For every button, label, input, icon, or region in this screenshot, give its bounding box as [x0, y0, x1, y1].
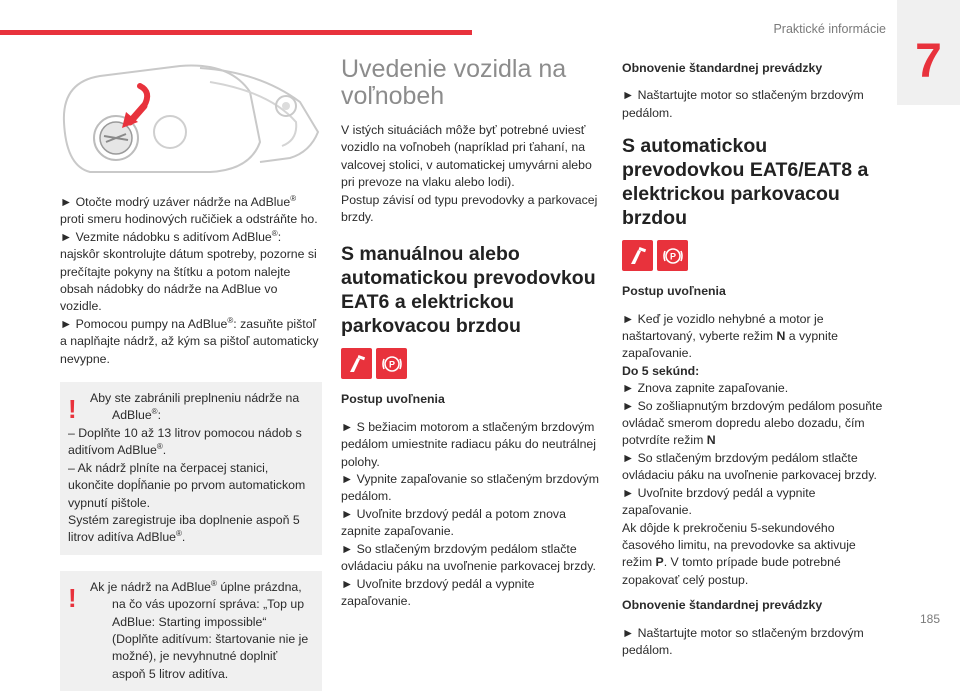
- procedure-step: ► Vypnite zapaľovanie so stlačeným brzdovým pedálom.: [341, 472, 599, 504]
- procedure-step: ► Uvoľnite brzdový pedál a potom znova zapnite zapaľovanie.: [341, 506, 566, 539]
- header-accent-bar: [0, 30, 472, 35]
- section-heading-freewheel: Uvedenie vozidla na voľnobeh: [341, 55, 567, 110]
- svg-text:P: P: [388, 359, 395, 370]
- parking-brake-icon: [376, 348, 407, 379]
- right-column: [622, 56, 884, 667]
- mode-icons: [341, 348, 603, 379]
- intro-text-2: Postup závisí od typu prevodovky a parkovacej brzdy.: [341, 192, 598, 225]
- restore-title: Obnovenie štandardnej prevádzky: [622, 61, 823, 75]
- timeout-note: Ak dôjde k prekročeniu 5-sekundového časového limitu, na prevodovke sa aktivuje režim P. V tomto prípade bude potrebné zopakovať celý postup.: [622, 520, 856, 587]
- brake-pedal-icon: [622, 240, 653, 271]
- procedure-step: ► Keď je vozidlo nehybné a motor je naštartovaný, vyberte režim N a vypnite zapaľovanie.: [622, 311, 838, 361]
- heading-manual-eat6: S manuálnou alebo automatickou prevodovkou EAT6 a elektrickou parkovacou brzdou: [341, 243, 596, 338]
- warning-box-empty-tank: ! Ak je nádrž na AdBlue® úplne prázdna, na čo vás upozorní správa: „Top up AdBlue: Starting impossible“ (Doplňte aditívum: štartovanie nie je možné), je nevyhnutné doplniť aspoň 5 litrov aditíva.: [60, 571, 322, 691]
- procedure-step: ► Znova zapnite zapaľovanie.: [622, 381, 789, 396]
- heading-automatic-eat8: S automatickou prevodovkou EAT6/EAT8 a elektrickou parkovacou brzdou: [622, 135, 869, 230]
- parking-brake-icon: [657, 240, 688, 271]
- svg-text:P: P: [669, 251, 676, 262]
- within-5-seconds: Do 5 sekúnd:: [622, 363, 700, 378]
- warning-box-overfill: ! Aby ste zabránili preplneniu nádrže na AdBlue®: – Doplňte 10 až 13 litrov pomocou nádob s aditívom AdBlue®. – Ak nádrž plníte na čerpacej stanici, ukončite dopĺňanie po prvom automatickom vypnutí pištole. Systém zaregistruje iba doplnenie aspoň 5 litrov aditíva AdBlue®.: [60, 382, 322, 555]
- step-remove-cap: ► Otočte modrý uzáver nádrže na AdBlue® proti smeru hodinových ručičiek a odstráňte ho.: [60, 193, 318, 227]
- procedure-step: ► Uvoľnite brzdový pedál a vypnite zapaľovanie.: [341, 576, 535, 608]
- procedure-step: ► So stlačeným brzdovým pedálom stlačte ovládaciu páku na uvoľnenie parkovacej brzdy.: [622, 450, 877, 483]
- procedure-step: ► Uvoľnite brzdový pedál a vypnite zapaľovanie.: [622, 485, 816, 518]
- left-column: [60, 194, 322, 691]
- procedure-title: Postup uvoľnenia: [341, 392, 445, 407]
- intro-text: V istých situáciách môže byť potrebné uviesť vozidlo na voľnobeh (napríklad pri ťahaní, na valcovej stolici, v automatickej umyvárni alebo pri prevoze na vlaku alebo lodi).: [341, 123, 592, 190]
- warning-icon: !: [68, 582, 77, 613]
- brake-pedal-icon: [341, 348, 372, 379]
- step-pour-container: ► Vezmite nádobku s aditívom AdBlue®: najskôr skontrolujte dátum spotreby, pozorne si prečítajte pokyny na štítku a potom nalejte obsah nádobky do nádrže na AdBlue vo vozidle.: [60, 228, 317, 314]
- step-use-pump: ► Pomocou pumpy na AdBlue®: zasuňte pištoľ a naplňajte nádrž, až kým sa pištoľ automaticky nevypne.: [60, 315, 319, 366]
- restore-step: ► Naštartujte motor so stlačeným brzdovým pedálom.: [622, 88, 864, 120]
- section-title: Praktické informácie: [773, 22, 886, 36]
- page-number: 185: [919, 612, 940, 626]
- fuel-cap-illustration: [60, 62, 322, 174]
- procedure-step: ► S bežiacim motorom a stlačeným brzdovým pedálom umiestnite radiacu páku do neutrálnej polohy.: [341, 419, 596, 469]
- procedure-step: ► So zošliapnutým brzdovým pedálom posuňte ovládač smerom dopredu alebo dozadu, čím potvrdíte režim N: [622, 398, 883, 448]
- procedure-title: Postup uvoľnenia: [622, 284, 726, 299]
- mode-icons: [622, 240, 884, 271]
- restore-step: ► Naštartujte motor so stlačeným brzdovým pedálom.: [622, 625, 864, 657]
- restore-title: Obnovenie štandardnej prevádzky: [622, 598, 823, 613]
- warning-icon: !: [68, 394, 77, 425]
- chapter-number: 7: [915, 35, 942, 88]
- procedure-step: ► So stlačeným brzdovým pedálom stlačte ovládaciu páku na uvoľnenie parkovacej brzdy.: [341, 541, 596, 574]
- middle-column: [341, 56, 603, 618]
